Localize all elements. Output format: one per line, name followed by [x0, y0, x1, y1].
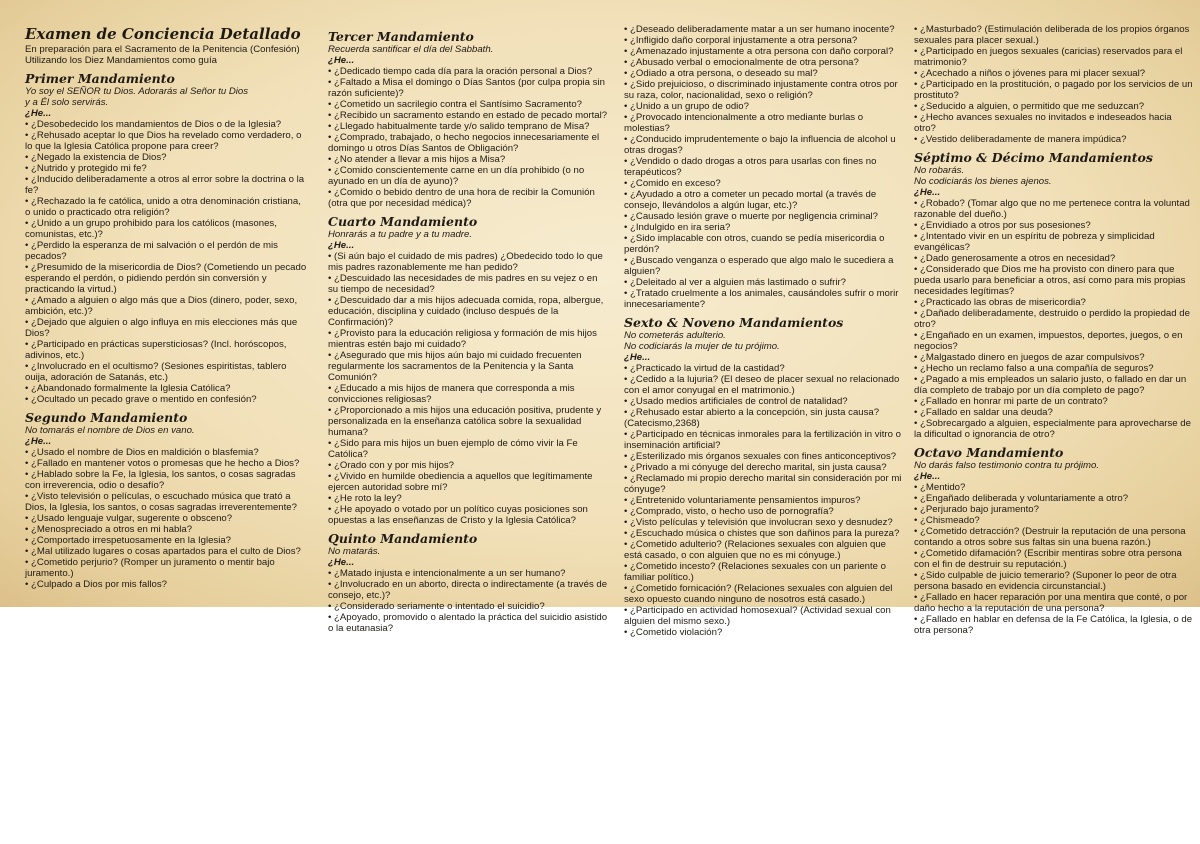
question-item: • ¿Amado a alguien o algo más que a Dios (dinero, poder, sexo, ambición, etc.)?	[25, 295, 307, 317]
question-item: • ¿No atender a llevar a mis hijos a Misa?	[328, 154, 610, 165]
question-item: • ¿Deseado deliberadamente matar a un ser humano inocente?	[624, 24, 906, 35]
commandment-section	[25, 411, 307, 590]
question-item: • ¿Visto películas y televisión que involucran sexo y desnudez?	[624, 517, 906, 528]
question-item: • ¿Negado la existencia de Dios?	[25, 152, 307, 163]
question-lead: ¿He...	[328, 55, 355, 66]
question-item: • ¿Fallado en saldar una deuda?	[914, 407, 1196, 418]
question-item: • ¿Hecho un reclamo falso a una compañía de seguros?	[914, 363, 1196, 374]
question-lead: ¿He...	[328, 240, 355, 251]
question-lead: ¿He...	[914, 187, 941, 198]
commandment-text: No matarás.	[328, 546, 381, 557]
question-item: • ¿Abandonado formalmente la Iglesia Católica?	[25, 383, 307, 394]
question-item: • ¿Participado en actividad homosexual? (Actividad sexual con alguien del mismo sexo.)	[624, 605, 906, 627]
question-item: • ¿Envidiado a otros por sus posesiones?	[914, 220, 1196, 231]
commandment-section	[624, 24, 906, 310]
column-4	[914, 24, 1196, 636]
question-item: • ¿Dañado deliberadamente, destruido o perdido la propiedad de otro?	[914, 308, 1196, 330]
question-item: • ¿Malgastado dinero en juegos de azar compulsivos?	[914, 352, 1196, 363]
question-item: • ¿Rehusado estar abierto a la concepción, sin justa causa? (Catecismo,2368)	[624, 407, 906, 429]
question-item: • ¿Visto televisión o películas, o escuchado música que trató a Dios, la Iglesia, los santos, o cosas sagradas irreverentemente?	[25, 491, 307, 513]
question-item: • ¿He apoyado o votado por un político cuyas posiciones son opuestas a las enseñanzas de Cristo y la Iglesia Católica?	[328, 504, 610, 526]
question-item: • ¿Cometido un sacrilegio contra el Santísimo Sacramento?	[328, 99, 610, 110]
question-item: • ¿Chismeado?	[914, 515, 1196, 526]
commandment-heading: Séptimo & Décimo Mandamientos	[914, 150, 1153, 165]
question-item: • ¿Practicado las obras de misericordia?	[914, 297, 1196, 308]
question-list	[328, 568, 610, 634]
question-item: • ¿Participado en juegos sexuales (caricias) reservados para el matrimonio?	[914, 46, 1196, 68]
question-item: • ¿Considerado seriamente o intentado el suicidio?	[328, 601, 610, 612]
question-lead: ¿He...	[624, 352, 651, 363]
question-item: • ¿Cometido violación?	[624, 627, 906, 638]
question-item: • ¿Seducido a alguien, o permitido que me seduzcan?	[914, 101, 1196, 112]
question-item: • ¿Involucrado en un aborto, directa o indirectamente (a través de consejo, etc.)?	[328, 579, 610, 601]
commandment-heading: Sexto & Noveno Mandamientos	[624, 315, 844, 330]
question-item: • ¿Recibido un sacramento estando en estado de pecado mortal?	[328, 110, 610, 121]
commandment-heading: Quinto Mandamiento	[328, 531, 478, 546]
question-item: • ¿Fallado en hacer reparación por una mentira que conté, o por daño hecho a la reputación de una persona?	[914, 592, 1196, 614]
question-item: • ¿Rechazado la fe católica, unido a otra denominación cristiana, o unido o practicado otra religión?	[25, 196, 307, 218]
question-list	[914, 482, 1196, 636]
question-item: • ¿Reclamado mi propio derecho marital sin consideración por mi cónyuge?	[624, 473, 906, 495]
question-item: • ¿Dado generosamente a otros en necesidad?	[914, 253, 1196, 264]
question-lead: ¿He...	[25, 436, 52, 447]
commandment-text: Recuerda santificar el día del Sabbath.	[328, 44, 494, 55]
commandment-section	[914, 151, 1196, 440]
question-item: • ¿Usado lenguaje vulgar, sugerente o obsceno?	[25, 513, 307, 524]
commandment-heading: Primer Mandamiento	[25, 71, 175, 86]
commandment-section	[914, 446, 1196, 636]
commandment-section	[328, 30, 610, 209]
question-item: • ¿Abusado verbal o emocionalmente de otra persona?	[624, 57, 906, 68]
question-item: • ¿Desobedecido los mandamientos de Dios o de la Iglesia?	[25, 119, 307, 130]
question-list	[25, 447, 307, 590]
question-item: • ¿Engañado en un examen, impuestos, deportes, juegos, o en negocios?	[914, 330, 1196, 352]
question-item: • ¿Menospreciado a otros en mi habla?	[25, 524, 307, 535]
question-item: • ¿Usado el nombre de Dios en maldición o blasfemia?	[25, 447, 307, 458]
commandment-section	[25, 72, 307, 405]
question-item: • ¿Hablado sobre la Fe, la Iglesia, los santos, o cosas sagradas con irreverencia, odio o desafío?	[25, 469, 307, 491]
subtitle-line: En preparación para el Sacramento de la Penitencia (Confesión)	[25, 44, 300, 55]
commandment-heading: Cuarto Mandamiento	[328, 214, 478, 229]
question-item: • ¿Engañado deliberada y voluntariamente a otro?	[914, 493, 1196, 504]
question-item: • ¿Vendido o dado drogas a otros para usarlas con fines no terapéuticos?	[624, 156, 906, 178]
question-item: • ¿Considerado que Dios me ha provisto con dinero para que pueda usarlo para beneficiar a otros, así como para mis propias necesidades legítimas?	[914, 264, 1196, 297]
commandment-text: No darás falso testimonio contra tu prójimo.	[914, 460, 1100, 471]
question-item: • ¿Causado lesión grave o muerte por negligencia criminal?	[624, 211, 906, 222]
question-item: • ¿Descuidado las necesidades de mis padres en su vejez o en su tiempo de necesidad?	[328, 273, 610, 295]
question-item: • ¿Comido en exceso?	[624, 178, 906, 189]
question-item: • ¿Privado a mi cónyuge del derecho marital, sin justa causa?	[624, 462, 906, 473]
question-item: • ¿Cometido fornicación? (Relaciones sexuales con alguien del sexo opuesto cuando ninguno de nosotros está casado.)	[624, 583, 906, 605]
commandment-text: y a Él solo servirás.	[25, 97, 109, 108]
question-item: • ¿Unido a un grupo prohibido para los católicos (masones, comunistas, etc.)?	[25, 218, 307, 240]
commandment-section	[624, 316, 906, 638]
question-item: • ¿Asegurado que mis hijos aún bajo mi cuidado frecuenten regularmente los sacramentos de la Penitencia y la Santa Comunión?	[328, 350, 610, 383]
question-item: • ¿Perjurado bajo juramento?	[914, 504, 1196, 515]
question-item: • ¿Robado? (Tomar algo que no me pertenece contra la voluntad razonable del dueño.)	[914, 198, 1196, 220]
commandment-text: No codiciarás los bienes ajenos.	[914, 176, 1052, 187]
question-item: • ¿He roto la ley?	[328, 493, 610, 504]
commandment-text: Yo soy el SEÑOR tu Dios. Adorarás al Señor tu Dios	[25, 86, 249, 97]
question-item: • ¿Hecho avances sexuales no invitados e indeseados hacia otro?	[914, 112, 1196, 134]
column-1	[25, 24, 307, 590]
question-item: • ¿Cometido difamación? (Escribir mentiras sobre otra persona con el fin de destruir su reputación.)	[914, 548, 1196, 570]
question-item: • ¿Tratado cruelmente a los animales, causándoles sufrir o morir innecesariamente?	[624, 288, 906, 310]
commandment-section	[328, 215, 610, 526]
question-item: • ¿Participado en la prostitución, o pagado por los servicios de un prostituto?	[914, 79, 1196, 101]
document-title: Examen de Conciencia Detallado	[25, 25, 301, 43]
commandment-heading: Tercer Mandamiento	[328, 29, 474, 44]
question-item: • ¿Cometido adulterio? (Relaciones sexuales con alguien que está casado, o con alguien que no es mi cónyuge.)	[624, 539, 906, 561]
question-item: • ¿Involucrado en el ocultismo? (Sesiones espiritistas, tablero ouija, adoración de Satanás, etc.)	[25, 361, 307, 383]
question-item: • ¿Conducido imprudentemente o bajo la influencia de alcohol u otras drogas?	[624, 134, 906, 156]
question-item: • ¿Dejado que alguien o algo influya en mis elecciones más que Dios?	[25, 317, 307, 339]
question-item: • ¿Cometido perjurio? (Romper un juramento o mentir bajo juramento.)	[25, 557, 307, 579]
question-item: • ¿Rehusado aceptar lo que Dios ha revelado como verdadero, o lo que la Iglesia Católica propone para creer?	[25, 130, 307, 152]
question-item: • ¿Sobrecargado a alguien, especialmente para aprovecharse de la dificultad o ignorancia de otro?	[914, 418, 1196, 440]
question-item: • ¿Usado medios artificiales de control de natalidad?	[624, 396, 906, 407]
question-item: • ¿Participado en técnicas inmorales para la fertilización in vitro o inseminación artificial?	[624, 429, 906, 451]
question-item: • ¿Perdido la esperanza de mi salvación o el perdón de mis pecados?	[25, 240, 307, 262]
question-lead: ¿He...	[328, 557, 355, 568]
question-item: • ¿Mal utilizado lugares o cosas apartados para el culto de Dios?	[25, 546, 307, 557]
commandment-heading: Octavo Mandamiento	[914, 445, 1064, 460]
question-lead: ¿He...	[25, 108, 52, 119]
subtitle-line: Utilizando los Diez Mandamientos como guía	[25, 55, 217, 66]
question-item: • ¿Comido conscientemente carne en un día prohibido (o no ayunado en un día de ayuno)?	[328, 165, 610, 187]
question-item: • ¿Sido para mis hijos un buen ejemplo de cómo vivir la Fe Católica?	[328, 438, 610, 460]
question-list	[25, 119, 307, 405]
question-item: • ¿Vestido deliberadamente de manera impúdica?	[914, 134, 1196, 145]
question-item: • ¿Participado en prácticas supersticiosas? (Incl. horóscopos, adivinos, etc.)	[25, 339, 307, 361]
column-2	[328, 24, 610, 634]
question-item: • ¿Infligido daño corporal injustamente a otra persona?	[624, 35, 906, 46]
question-item: • ¿Faltado a Misa el domingo o Días Santos (por culpa propia sin razón suficiente)?	[328, 77, 610, 99]
question-item: • (Si aún bajo el cuidado de mis padres) ¿Obedecido todo lo que mis padres razonablemente me han pedido?	[328, 251, 610, 273]
question-item: • ¿Odiado a otra persona, o deseado su mal?	[624, 68, 906, 79]
question-item: • ¿Proporcionado a mis hijos una educación positiva, prudente y personalizada en la enseñanza católica sobre la sexualidad humana?	[328, 405, 610, 438]
question-item: • ¿Culpado a Dios por mis fallos?	[25, 579, 307, 590]
question-item: • ¿Ayudado a otro a cometer un pecado mortal (a través de consejo, llevándolos a algún lugar, etc.)?	[624, 189, 906, 211]
commandment-text: No codiciarás la mujer de tu prójimo.	[624, 341, 780, 352]
question-item: • ¿Vivido en humilde obediencia a aquellos que legítimamente ejercen autoridad sobre mí?	[328, 471, 610, 493]
question-item: • ¿Fallado en honrar mi parte de un contrato?	[914, 396, 1196, 407]
question-item: • ¿Pagado a mis empleados un salario justo, o fallado en dar un día completo de trabajo por un día completo de pago?	[914, 374, 1196, 396]
question-item: • ¿Cometido incesto? (Relaciones sexuales con un pariente o familiar político.)	[624, 561, 906, 583]
question-item: • ¿Buscado venganza o esperado que algo malo le sucediera a alguien?	[624, 255, 906, 277]
question-item: • ¿Masturbado? (Estimulación deliberada de los propios órganos sexuales para placer sexual.)	[914, 24, 1196, 46]
question-item: • ¿Deleitado al ver a alguien más lastimado o sufrir?	[624, 277, 906, 288]
commandment-heading: Segundo Mandamiento	[25, 410, 188, 425]
question-item: • ¿Ocultado un pecado grave o mentido en confesión?	[25, 394, 307, 405]
question-item: • ¿Comportado irrespetuosamente en la Iglesia?	[25, 535, 307, 546]
question-item: • ¿Inducido deliberadamente a otros al error sobre la doctrina o la fe?	[25, 174, 307, 196]
commandment-text: No robarás.	[914, 165, 965, 176]
commandment-section	[328, 532, 610, 634]
question-item: • ¿Entretenido voluntariamente pensamientos impuros?	[624, 495, 906, 506]
question-item: • ¿Cedido a la lujuria? (El deseo de placer sexual no relacionado con el amor conyugal en el matrimonio.)	[624, 374, 906, 396]
question-item: • ¿Intentado vivir en un espíritu de pobreza y simplicidad evangélicas?	[914, 231, 1196, 253]
question-item: • ¿Provisto para la educación religiosa y formación de mis hijos mientras estén bajo mi cuidado?	[328, 328, 610, 350]
question-item: • ¿Sido implacable con otros, cuando se pedía misericordia o perdón?	[624, 233, 906, 255]
question-list	[914, 24, 1196, 145]
question-item: • ¿Matado injusta e intencionalmente a un ser humano?	[328, 568, 610, 579]
question-list	[624, 24, 906, 310]
commandment-text: No cometerás adulterio.	[624, 330, 726, 341]
question-list	[328, 251, 610, 526]
question-item: • ¿Escuchado música o chistes que son dañinos para la pureza?	[624, 528, 906, 539]
question-list	[328, 66, 610, 209]
question-item: • ¿Educado a mis hijos de manera que corresponda a mis convicciones religiosas?	[328, 383, 610, 405]
question-item: • ¿Indulgido en ira seria?	[624, 222, 906, 233]
question-item: • ¿Sido culpable de juicio temerario? (Suponer lo peor de otra persona basado en evidencia circunstancial.)	[914, 570, 1196, 592]
question-item: • ¿Sido prejuicioso, o discriminado injustamente contra otros por su raza, color, nacionalidad, sexo o religión?	[624, 79, 906, 101]
commandment-text: No tomarás el nombre de Dios en vano.	[25, 425, 195, 436]
question-list	[624, 363, 906, 638]
question-item: • ¿Comido o bebido dentro de una hora de recibir la Comunión (otra que por necesidad médica)?	[328, 187, 610, 209]
commandment-text: Honrarás a tu padre y a tu madre.	[328, 229, 472, 240]
question-item: • ¿Practicado la virtud de la castidad?	[624, 363, 906, 374]
question-list	[914, 198, 1196, 440]
question-item: • ¿Llegado habitualmente tarde y/o salido temprano de Misa?	[328, 121, 610, 132]
question-item: • ¿Comprado, visto, o hecho uso de pornografía?	[624, 506, 906, 517]
question-item: • ¿Provocado intencionalmente a otro mediante burlas o molestias?	[624, 112, 906, 134]
question-item: • ¿Mentido?	[914, 482, 1196, 493]
question-item: • ¿Apoyado, promovido o alentado la práctica del suicidio asistido o la eutanasia?	[328, 612, 610, 634]
question-item: • ¿Unido a un grupo de odio?	[624, 101, 906, 112]
question-item: • ¿Presumido de la misericordia de Dios? (Cometiendo un pecado esperando el perdón, o pidiendo perdón sin conversión y practicando la virtud.)	[25, 262, 307, 295]
commandment-section	[914, 24, 1196, 145]
question-item: • ¿Fallado en hablar en defensa de la Fe Católica, la Iglesia, o de otra persona?	[914, 614, 1196, 636]
question-lead: ¿He...	[914, 471, 941, 482]
question-item: • ¿Nutrido y protegido mi fe?	[25, 163, 307, 174]
question-item: • ¿Acechado a niños o jóvenes para mi placer sexual?	[914, 68, 1196, 79]
question-item: • ¿Esterilizado mis órganos sexuales con fines anticonceptivos?	[624, 451, 906, 462]
question-item: • ¿Orado con y por mis hijos?	[328, 460, 610, 471]
question-item: • ¿Cometido detracción? (Destruir la reputación de una persona contando a otros sobre sus faltas sin una buena razón.)	[914, 526, 1196, 548]
question-item: • ¿Amenazado injustamente a otra persona con daño corporal?	[624, 46, 906, 57]
question-item: • ¿Fallado en mantener votos o promesas que he hecho a Dios?	[25, 458, 307, 469]
question-item: • ¿Descuidado dar a mis hijos adecuada comida, ropa, albergue, educación, disciplina y cuidado (incluso después de la Confirmación)?	[328, 295, 610, 328]
question-item: • ¿Dedicado tiempo cada día para la oración personal a Dios?	[328, 66, 610, 77]
question-item: • ¿Comprado, trabajado, o hecho negocios innecesariamente el domingo u otros Días Santos de Obligación?	[328, 132, 610, 154]
column-3	[624, 24, 906, 638]
